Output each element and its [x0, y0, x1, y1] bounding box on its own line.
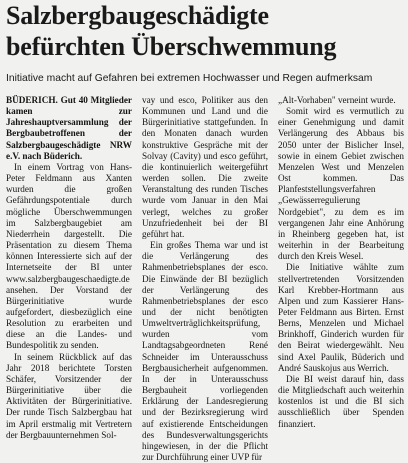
dateline: BÜDERICH. [6, 95, 58, 105]
subheadline: Initiative macht auf Gefahren bei extremen Hochwasser und Regen aufmerksam [6, 73, 373, 84]
article-column-3 [278, 95, 404, 430]
headline [6, 0, 406, 62]
paragraph: vay und esco, Politiker aus den Kommunen und Land und die Bürgerinitiative stattgefunden. In den Monaten danach wurden konstruktive Gespräche mit der Solvay (Cavity) und esco geführt, die kontinuierlich weitergeführt werden sollen. Die zweite Veranstaltung des runden Tisches wurde vom Januar in den Mai verlegt, welches zu großer Unzufriedenheit bei der BI geführt hat. [142, 95, 268, 239]
article-column-2 [142, 95, 268, 463]
paragraph: Ein großes Thema war und ist die Verlängerung des Rahmenbetriebsplanes der esco. Die Einwände der BI bezüglich der Verlängerung des Rahmenbetriebsplanes der esco und der nicht benötigten Umweltverträglichkeitsprüfung, wurden vom Landtagsabgeordneten René Schneider im Unterausschuss Bergbausicherheit aufgenommen. In der in Unterausschuss Bergbauheit vorliegenden Erklärung der Landesregierung und der Bezirksregierung wird auf existierende Entscheidungen des Bundesverwaltungsgerichts hingewiesen, in der die Pflicht zur Durchführung einer UVP für [142, 240, 268, 462]
headline-line-2: befürchten Überschwemmung [6, 32, 337, 61]
paragraph: Somit wird es vermutlich zu einer Genehmigung und damit Verlängerung des Abbaus bis 2050 unter der Bislicher Insel, sowie in einem Gebiet zwischen Menzelen West und Menzelen Ost kommen. Das Planfeststellungsverfahren „Gewässerregulierung Nordgebiet", zu dem es im vergangenen Jahr eine Anhörung in Rheinberg gegeben hat, ist weiterhin in der Bearbeitung durch den Kreis Wesel. [278, 106, 404, 262]
lead-paragraph [6, 95, 132, 162]
paragraph: Die Initiative wählte zum stellvertretenden Vorsitzenden Karl Krebber-Hortmann aus Alpen und zum Kassierer Hans-Peter Feldmann aus Birten. Ernst Berns, Menzelen und Michael Brinkhoff, Ginderich wurden für den Beirat wiedergewählt. Neu sind Axel Paulik, Büderich und André Sauskojus aus Werrich. [278, 262, 404, 373]
paragraph: Die BI weist darauf hin, dass die Mitgliedschaft auch weiterhin kostenlos ist und die BI sich ausschließlich über Spenden finanziert. [278, 373, 404, 429]
paragraph: In seinem Rückblick auf das Jahr 2018 berichtete Torsten Schäfer, Vorsitzender der Bürgerinitiative über die Aktivitäten der Bürgerinitiative. Der runde Tisch Salzbergbau hat im April erstmalig mit Vertretern der Bergbauunternehmen Sol- [6, 351, 132, 440]
article-column-1 [6, 95, 132, 441]
headline-line-1: Salzbergbaugeschädigte [6, 1, 269, 30]
paragraph: „Alt-Vorhaben" verneint wurde. [278, 95, 396, 105]
lead-text: Gut 40 Mitglieder kamen zur Jahreshauptversammlung der Bergbaubetroffenen der Salzbergbaugeschädigte NRW e.V. nach Büderich. [6, 95, 132, 161]
paragraph: In einem Vortrag von Hans-Peter Feldmann aus Xanten wurden die großen Gefährdungspotentiale durch mögliche Überschwemmungen im Salzbergbaugebiet am Niederrhein dargestellt. Die Präsentation zu diesem Thema können Interessierte sich auf der Internetseite der BI unter www.salzbergbaugeschaedigte.de ansehen. Der Vorstand der Bürgerinitiative wurde aufgefordert, diesbezüglich eine Resolution zu erarbeiten und diese an die Landes- und Bundespolitik zu senden. [6, 161, 132, 351]
